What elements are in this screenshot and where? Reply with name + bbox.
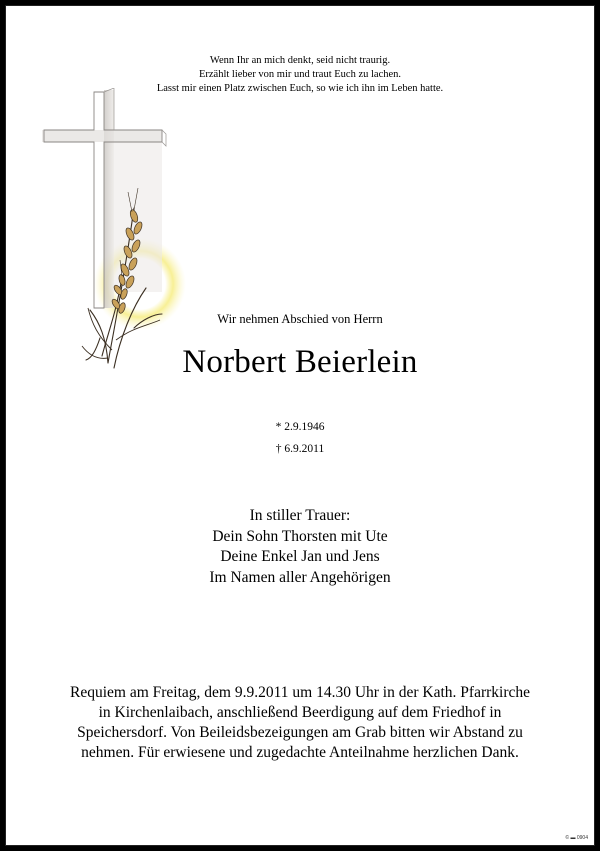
requiem-announcement [6,683,594,763]
death-date: † 6.9.2011 [275,443,325,455]
publisher-mark: © ▬ 0904 [565,835,588,841]
poem-line: Wenn Ihr an mich denkt, seid nicht traurig. [209,55,391,66]
requiem-line: in Kirchenlaibach, anschließend Beerdigung auf dem Friedhof in [98,704,502,721]
cross-with-wheat-icon [42,88,192,378]
obituary-notice [5,5,595,846]
birth-date: * 2.9.1946 [275,421,325,433]
requiem-line: Speichersdorf. Von Beileidsbezeigungen am Grab bitten wir Abstand zu [77,724,523,741]
life-dates [6,416,594,460]
mourner-line: Im Namen aller Angehörigen [209,568,391,586]
mourners-heading: In stiller Trauer: [249,507,351,524]
poem-line: Erzählt lieber von mir und traut Euch zu lachen. [198,69,402,80]
poem-line: Lasst mir einen Platz zwischen Euch, so wie ich ihn im Leben hatte. [156,83,444,94]
mourner-line: Dein Sohn Thorsten mit Ute [212,527,388,545]
requiem-line: nehmen. Für erwiesene und zugedachte Anteilnahme herzlichen Dank. [81,744,519,761]
mourner-line: Deine Enkel Jan und Jens [220,548,380,565]
deceased-name: Norbert Beierlein [182,344,418,380]
mourners-list [6,506,594,588]
requiem-line: Requiem am Freitag, dem 9.9.2011 um 14.30 Uhr in der Kath. Pfarrkirche [69,684,530,701]
farewell-intro: Wir nehmen Abschied von Herrn [217,312,383,326]
